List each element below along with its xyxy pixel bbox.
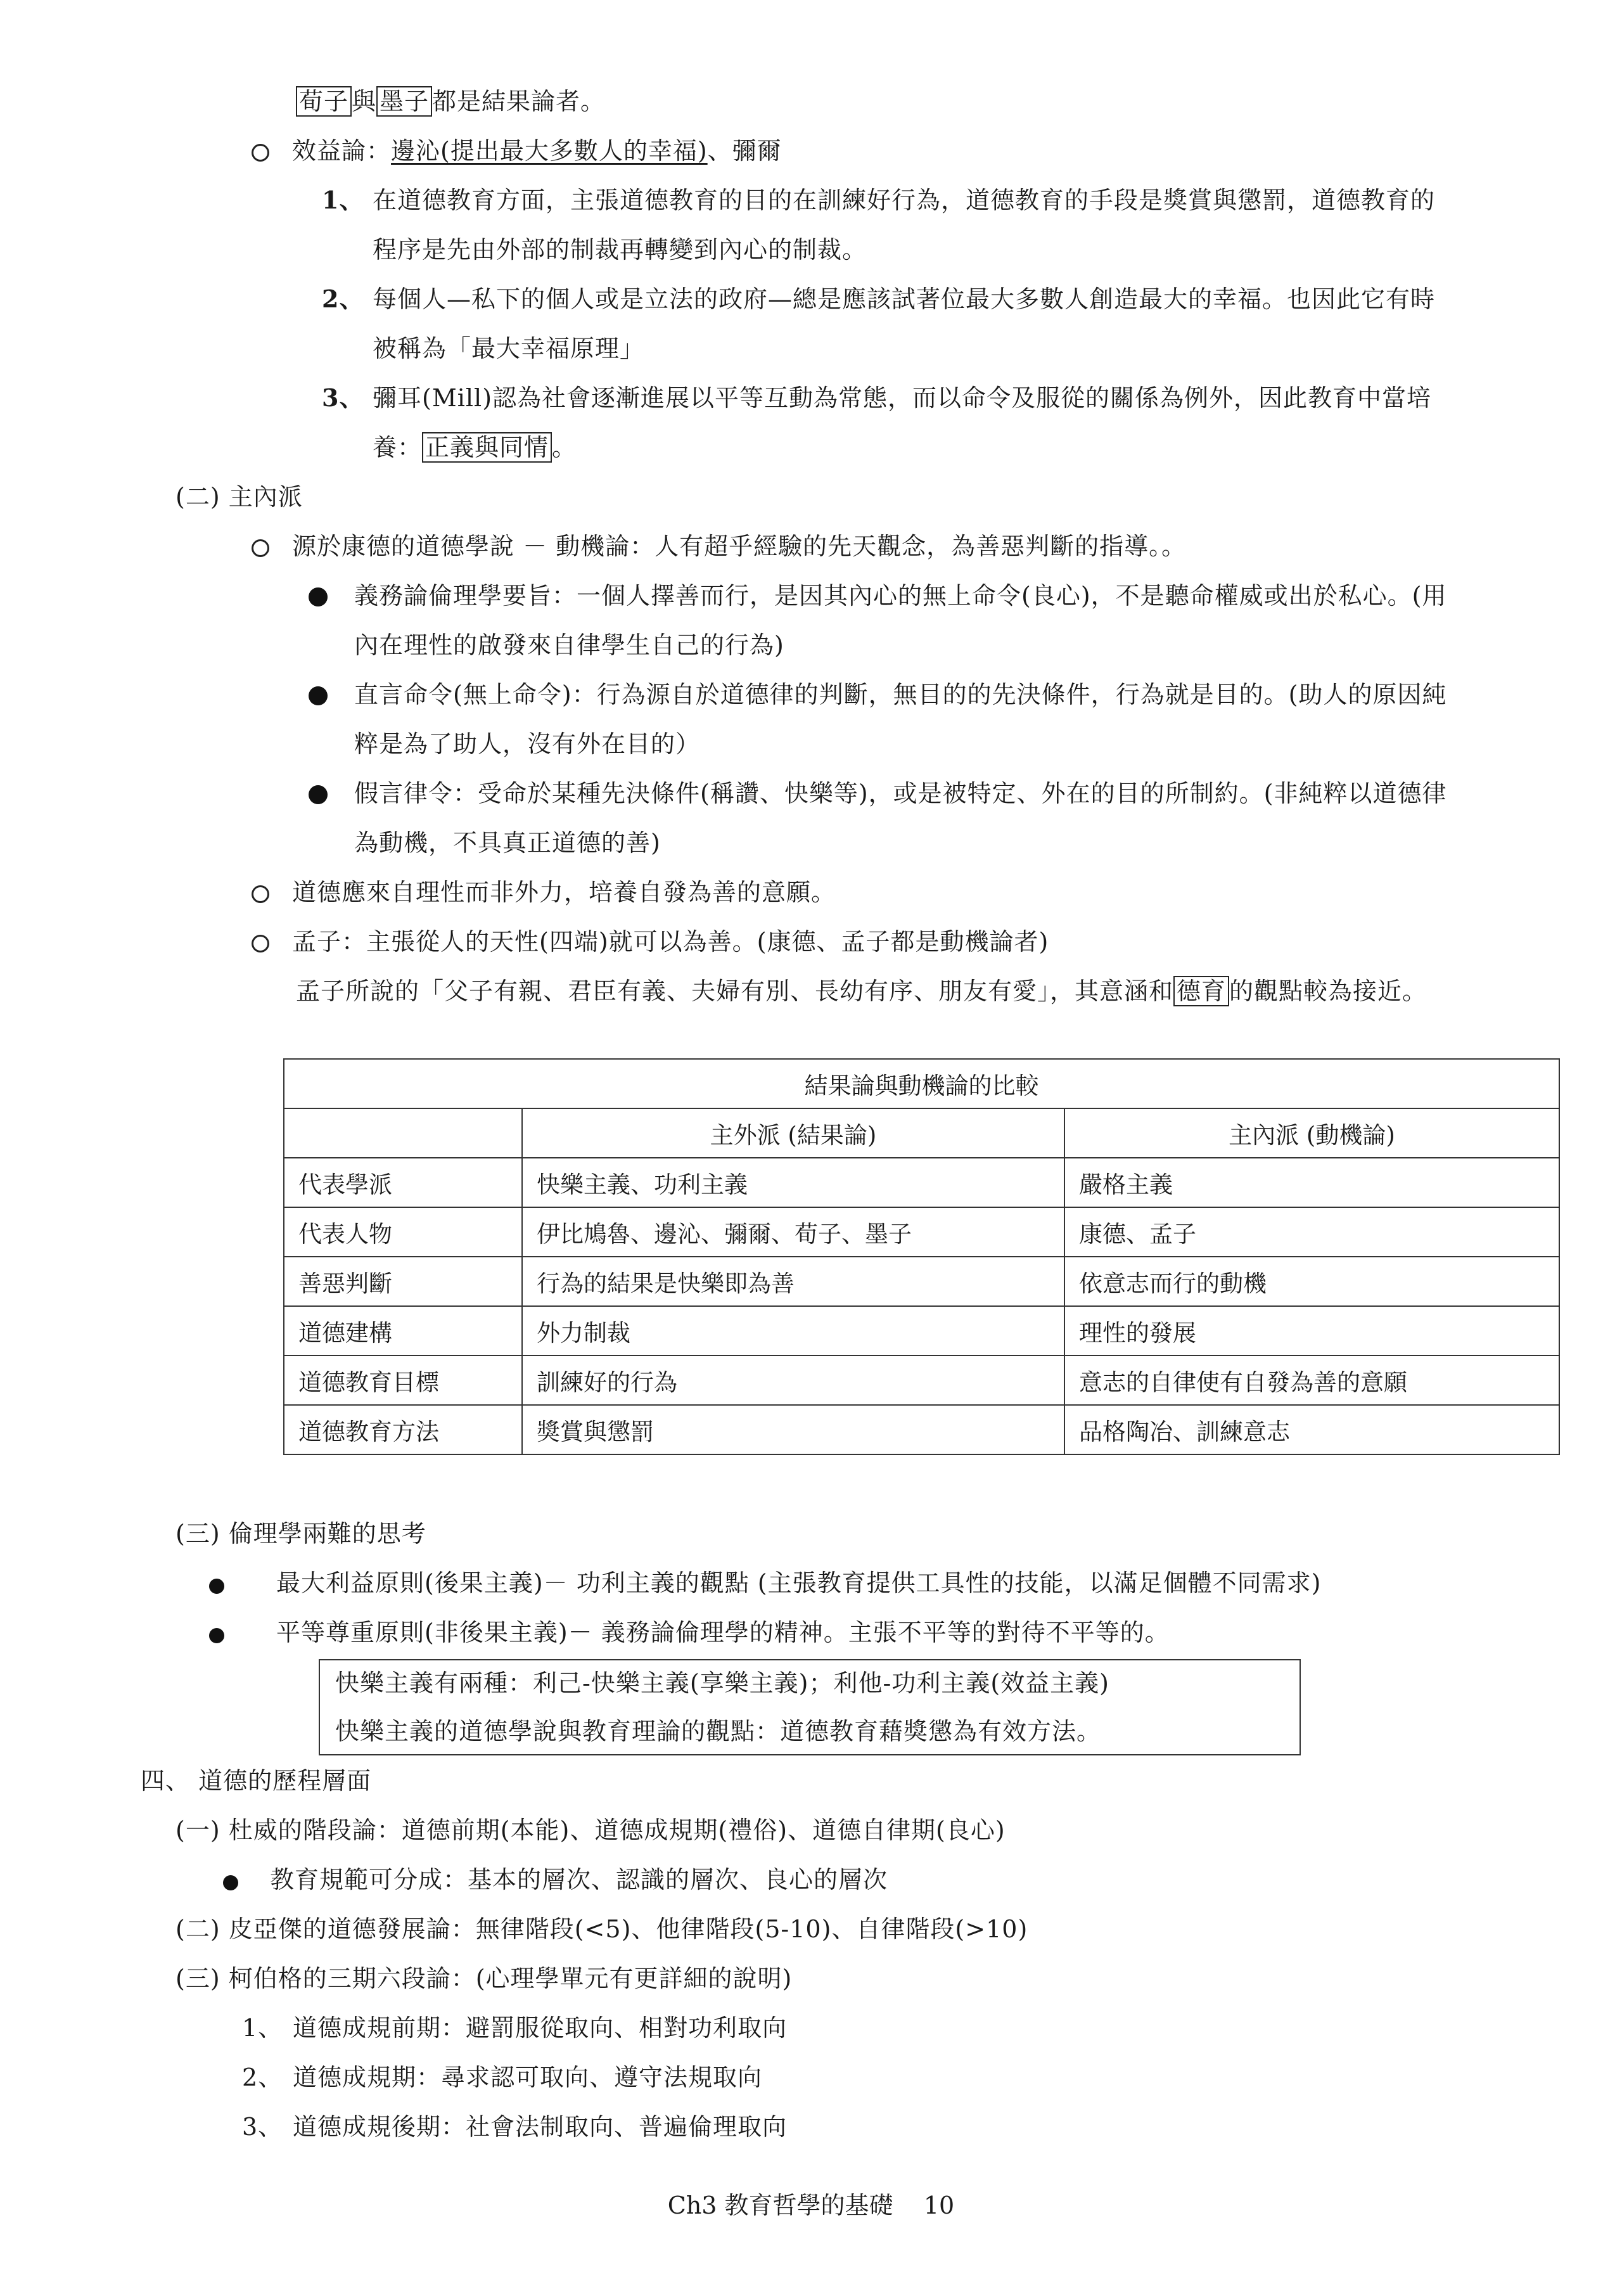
- item-number: 1、: [322, 186, 364, 214]
- reason-line: [252, 875, 836, 910]
- table-cell: 外力制裁: [522, 1306, 1064, 1356]
- table-cell: 行為的結果是快樂即為善: [522, 1257, 1064, 1306]
- mill-text: 、彌爾: [707, 137, 782, 165]
- bullet-text: 義務論倫理學要旨：一個人擇善而行，是因其內心的無上命令(良心)，不是聽命權威或出於私心。(用: [354, 582, 1447, 610]
- kant-line: [252, 529, 1186, 564]
- utilitarian-item-3-cont: [373, 430, 577, 465]
- table-cell: 依意志而行的動機: [1064, 1257, 1559, 1306]
- table-cell: 伊比鳩魯、邊沁、彌爾、荀子、墨子: [522, 1207, 1064, 1257]
- dewey-bullet: [223, 1862, 888, 1897]
- table-cell: 善惡判斷: [284, 1257, 522, 1306]
- reason-text: 道德應來自理性而非外力，培養自發為善的意願。: [292, 878, 836, 906]
- table-cell: 快樂主義、功利主義: [522, 1158, 1064, 1207]
- table-cell: 康德、孟子: [1064, 1207, 1559, 1257]
- table-row: [284, 1207, 1559, 1257]
- xunzi-box: 荀子: [296, 86, 352, 117]
- utilitarian-item-1: [322, 183, 1435, 218]
- table-cell: 嚴格主義: [1064, 1158, 1559, 1207]
- dewey-line: (一) 杜威的階段論：道德前期(本能)、道德成規期(禮俗)、道德自律期(良心): [176, 1816, 1006, 1844]
- section-3-heading: (三) 倫理學兩難的思考: [176, 1520, 426, 1548]
- stage-text: 道德成規後期：社會法制取向、普遍倫理取向: [293, 2113, 788, 2141]
- table-title: 結果論與動機論的比較: [284, 1059, 1559, 1108]
- table-cell: 代表人物: [284, 1207, 522, 1257]
- utilitarian-item-2: [322, 281, 1435, 317]
- piaget-line: (二) 皮亞傑的道德發展論：無律階段(<5)、他律階段(5-10)、自律階段(>10): [176, 1915, 1028, 1943]
- mencius-line: [252, 924, 1049, 959]
- page-footer: Ch3 教育哲學的基礎 10: [667, 2191, 955, 2219]
- circle-bullet-icon: [252, 144, 269, 162]
- table-cell: 道德建構: [284, 1306, 522, 1356]
- mozi-box: 墨子: [376, 86, 432, 117]
- bullet-text: 教育規範可分成：基本的層次、認識的層次、良心的層次: [270, 1866, 888, 1894]
- kant-bullet-1: [309, 578, 1446, 613]
- mencius-line-2: [296, 973, 1427, 1009]
- table-header-cell: 主外派 (結果論): [522, 1108, 1064, 1158]
- stage-text: 道德成規期：尋求認可取向、遵守法規取向: [293, 2063, 763, 2091]
- section-2-heading: (二) 主內派: [176, 483, 303, 511]
- utilitarian-heading: [252, 133, 782, 169]
- kant-bullet-1-cont: 內在理性的啟發來自律學生自己的行為): [354, 631, 784, 659]
- bullet-text: 最大利益原則(後果主義)－ 功利主義的觀點 (主張教育提供工具性的技能，以滿足個體不同需求): [276, 1569, 1322, 1597]
- stage-text: 道德成規前期：避罰服從取向、相對功利取向: [293, 2014, 788, 2042]
- item-number: 2、: [322, 285, 364, 313]
- mencius-text: 孟子：主張從人的天性(四端)就可以為善。(康德、孟子都是動機論者): [292, 928, 1049, 956]
- kant-text: 源於康德的道德學說 － 動機論：人有超乎經驗的先天觀念，為善惡判斷的指導。。: [292, 532, 1187, 560]
- table-header-row: [284, 1108, 1559, 1158]
- note-line-1: 快樂主義有兩種：利己-快樂主義(享樂主義)；利他-功利主義(效益主義): [335, 1669, 1109, 1697]
- bullet-dot-icon: [223, 1875, 238, 1890]
- table-cell: 道德教育目標: [284, 1356, 522, 1405]
- kant-bullet-3: [309, 776, 1446, 811]
- stage-number: 3、: [242, 2113, 283, 2141]
- consequentialists-text: 都是結果論者。: [432, 87, 606, 115]
- utilitarian-lead: 效益論：: [292, 137, 392, 165]
- consequentialists-line: [296, 84, 605, 119]
- bullet-dot-icon: [309, 785, 328, 804]
- table-row: [284, 1257, 1559, 1306]
- kant-bullet-2: [309, 677, 1446, 712]
- justice-sympathy-box: 正義與同情: [422, 432, 552, 463]
- stage-number: 1、: [242, 2014, 283, 2042]
- item-text: 每個人—私下的個人或是立法的政府—總是應該試著位最大多數人創造最大的幸福。也因此它有時: [373, 285, 1436, 313]
- comparison-table: [283, 1058, 1560, 1455]
- bullet-dot-icon: [209, 1628, 224, 1643]
- table-cell: 意志的自律使有自發為善的意願: [1064, 1356, 1559, 1405]
- kant-bullet-3-cont: 為動機，不具真正道德的善): [354, 829, 661, 857]
- kohlberg-stage-2: [242, 2060, 762, 2095]
- bullet-text: 平等尊重原則(非後果主義)－ 義務論倫理學的精神。主張不平等的對待不平等的。: [276, 1619, 1170, 1646]
- kohlberg-stage-3: [242, 2109, 787, 2145]
- table-header-cell: [284, 1108, 522, 1158]
- bullet-dot-icon: [309, 587, 328, 606]
- table-row: [284, 1405, 1559, 1454]
- table-cell: 訓練好的行為: [522, 1356, 1064, 1405]
- kohlberg-line: (三) 柯伯格的三期六段論：(心理學單元有更詳細的說明): [176, 1965, 793, 1992]
- table-row: [284, 1356, 1559, 1405]
- kant-bullet-2-cont: 粹是為了助人，沒有外在目的）: [354, 730, 701, 758]
- item-text: 被稱為「最大幸福原理」: [373, 335, 645, 362]
- table-cell: 理性的發展: [1064, 1306, 1559, 1356]
- table-cell: 獎賞與懲罰: [522, 1405, 1064, 1454]
- table-cell: 道德教育方法: [284, 1405, 522, 1454]
- ethics-bullet-1: [209, 1565, 1321, 1601]
- item-text: 養：: [373, 433, 423, 461]
- hedonism-note-box: [319, 1659, 1301, 1755]
- item-text: 。: [552, 433, 577, 461]
- utilitarian-item-3: [322, 380, 1431, 416]
- utilitarian-item-2-cont: [373, 331, 644, 366]
- item-text: 彌耳(Mill)認為社會逐漸進展以平等互動為常態，而以命令及服從的關係為例外，因此教育中當培: [373, 384, 1432, 412]
- mencius-tail: 的觀點較為接近。: [1229, 977, 1427, 1005]
- item-text: 程序是先由外部的制裁再轉變到內心的制裁。: [373, 236, 867, 264]
- bullet-text: 假言律令：受命於某種先決條件(稱讚、快樂等)，或是被特定、外在的目的所制約。(非純粹以道德律: [354, 779, 1447, 807]
- and-text: 與: [352, 87, 377, 115]
- circle-bullet-icon: [252, 935, 269, 952]
- item-number: 3、: [322, 383, 364, 412]
- item-text: 在道德教育方面，主張道德教育的目的在訓練好行為，道德教育的手段是獎賞與懲罰，道德教育的: [373, 186, 1436, 214]
- bentham-underlined: 邊沁(提出最大多數人的幸福): [391, 137, 708, 165]
- bullet-text: 直言命令(無上命令)：行為源自於道德律的判斷，無目的的先決條件，行為就是目的。(助人的原因純: [354, 681, 1447, 709]
- circle-bullet-icon: [252, 885, 269, 903]
- table-row: [284, 1306, 1559, 1356]
- note-line-2: 快樂主義的道德學說與教育理論的觀點：道德教育藉獎懲為有效方法。: [335, 1717, 1102, 1745]
- ethics-bullet-2: [209, 1615, 1170, 1650]
- table-cell: 品格陶冶、訓練意志: [1064, 1405, 1559, 1454]
- utilitarian-item-1-cont: [373, 232, 867, 267]
- section-4-heading: 四、 道德的歷程層面: [141, 1767, 372, 1795]
- mencius-quote: 孟子所說的「父子有親、君臣有義、夫婦有別、長幼有序、朋友有愛」，其意涵和: [296, 977, 1174, 1005]
- kohlberg-stage-1: [242, 2010, 787, 2046]
- table-cell: 代表學派: [284, 1158, 522, 1207]
- stage-number: 2、: [242, 2063, 283, 2091]
- moral-education-box: 德育: [1173, 976, 1229, 1006]
- table-row: [284, 1158, 1559, 1207]
- table-header-cell: 主內派 (動機論): [1064, 1108, 1559, 1158]
- circle-bullet-icon: [252, 539, 269, 557]
- table-title-row: [284, 1059, 1559, 1108]
- bullet-dot-icon: [309, 686, 328, 705]
- bullet-dot-icon: [209, 1579, 224, 1594]
